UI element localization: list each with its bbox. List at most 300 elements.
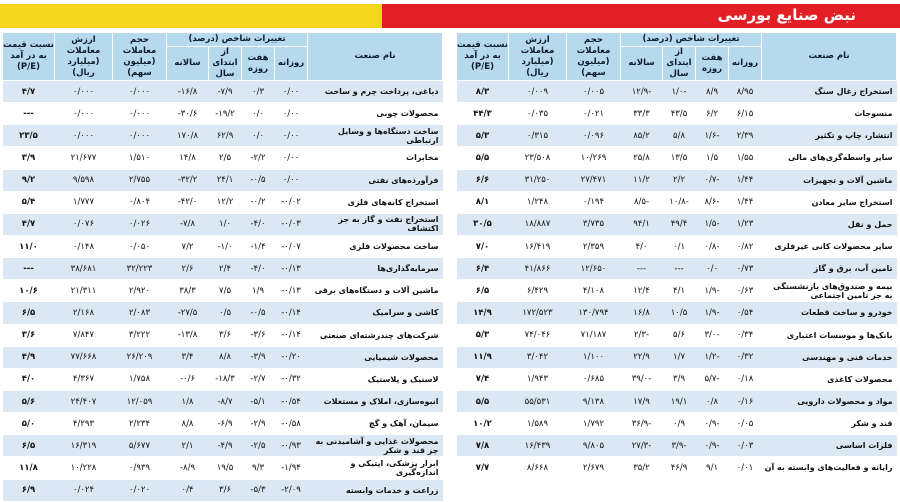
industry-cell: محصولات غذایی و آشامیدنی به جز قند و شکر <box>308 435 443 457</box>
value-cell: ۰/۰۰۹ <box>509 81 567 103</box>
value-cell: ۰/۰۷۶ <box>55 213 113 235</box>
daily-cell: ۱/۴۴ <box>729 169 762 191</box>
annual-cell: ۱۲/۴ <box>621 280 663 302</box>
industry-cell: سایر واسطه‌گری‌های مالی <box>762 147 897 169</box>
industry-cell: محصولات کاغذی <box>762 368 897 390</box>
table-row <box>457 457 897 479</box>
daily-cell: ۰/۰۰ <box>275 103 308 125</box>
weekly-cell: ۲/۲- <box>242 147 275 169</box>
volume-cell: ۲/۳۵۹ <box>567 235 621 257</box>
table-row <box>3 324 443 346</box>
weekly-cell: -۸/۶ <box>696 191 729 213</box>
ytd-cell: ۸/۸ <box>209 346 242 368</box>
pe-cell: ۵/۳ <box>457 125 509 147</box>
volume-cell: ۱۳۰/۷۹۴ <box>567 302 621 324</box>
weekly-cell: ۰/۸ <box>696 390 729 412</box>
table-row <box>3 191 443 213</box>
weekly-cell: ۹/۳ <box>242 457 275 479</box>
pe-cell: ۶/۵ <box>457 280 509 302</box>
pe-cell: ۵/۵ <box>457 390 509 412</box>
weekly-cell: ۹/۱ <box>696 457 729 479</box>
daily-cell: ۰/۳۲- <box>275 368 308 390</box>
daily-cell: ۰/۱۶ <box>729 390 762 412</box>
pe-cell: ۴/۷ <box>3 213 55 235</box>
pe-cell: ۳/۶ <box>3 324 55 346</box>
pe-cell: ۷/۷ <box>457 457 509 479</box>
pe-cell: ۱۱/۰ <box>3 235 55 257</box>
industry-cell: ماشین آلات و تجهیزات <box>762 169 897 191</box>
page-title: نبض صنایع بورسی <box>717 6 856 24</box>
weekly-cell: -۳/۰ <box>696 324 729 346</box>
industries-table-left <box>2 32 443 502</box>
weekly-cell: ۱/۵ <box>696 147 729 169</box>
table-body-left <box>3 81 443 502</box>
volume-cell: ۰/۰۲۱ <box>567 103 621 125</box>
title-bar <box>382 4 900 28</box>
weekly-cell: ۱/۴- <box>242 235 275 257</box>
industry-cell: ماشین آلات و دستگاه‌های برقی <box>308 280 443 302</box>
annual-cell: ۲۵/۸ <box>621 147 663 169</box>
daily-cell: ۰/۰۱ <box>729 457 762 479</box>
annual-cell: -۳۶/۹ <box>621 413 663 435</box>
annual-cell: ۱۶/۸ <box>621 302 663 324</box>
table-row <box>3 457 443 479</box>
header-index-change: تغییرات شاخص (درصد) <box>621 33 762 47</box>
value-cell: ۳۱/۲۵۰ <box>509 169 567 191</box>
ytd-cell: -۳/۹ <box>663 435 696 457</box>
ytd-cell: ۱/۰- <box>209 235 242 257</box>
industry-cell: ابزار پزشکی، اپتیکی و اندازه‌گیری <box>308 457 443 479</box>
volume-cell: ۲/۹۲۰ <box>113 280 167 302</box>
header-index-change: تغییرات شاخص (درصد) <box>167 33 308 47</box>
header-daily: روزانه <box>729 47 762 81</box>
annual-cell: -۲۷/۳ <box>621 435 663 457</box>
table-row <box>457 235 897 257</box>
daily-cell: ۰/۰۳- <box>275 213 308 235</box>
volume-cell: ۹/۸۰۵ <box>567 435 621 457</box>
daily-cell: ۰/۲۰- <box>275 346 308 368</box>
pe-cell: ۶/۴ <box>457 258 509 280</box>
value-cell: ۸/۶۶۸ <box>509 457 567 479</box>
table-row <box>3 435 443 457</box>
weekly-cell: ۵/۱- <box>242 390 275 412</box>
pe-cell: ۴۴/۳ <box>457 103 509 125</box>
industry-cell: فرآورده‌های نفتی <box>308 169 443 191</box>
value-cell: ۲۱/۳۱۱ <box>55 280 113 302</box>
pe-cell: ۳/۹ <box>3 147 55 169</box>
daily-cell: ۰/۰۰ <box>275 125 308 147</box>
value-cell: ۴/۳۶۷ <box>55 368 113 390</box>
table-row <box>457 302 897 324</box>
daily-cell: ۱/۹۴- <box>275 457 308 479</box>
industries-table-right <box>456 32 897 480</box>
value-cell: ۲/۱۶۸ <box>55 302 113 324</box>
pe-cell: ۹/۲ <box>3 169 55 191</box>
ytd-cell: ۶/۹- <box>209 413 242 435</box>
weekly-cell: ۴/۰- <box>242 258 275 280</box>
pe-cell: ۵/۳ <box>457 324 509 346</box>
industry-cell: سایر محصولات کانی غیرفلزی <box>762 235 897 257</box>
pe-cell: ۶/۵ <box>3 435 55 457</box>
annual-cell: ۳۰/۶- <box>167 103 209 125</box>
daily-cell: ۰/۸۲ <box>729 235 762 257</box>
pe-cell: ۲۳/۵ <box>3 125 55 147</box>
weekly-cell: -۰/۹ <box>696 413 729 435</box>
annual-cell: ۱۷۰/۸ <box>167 125 209 147</box>
weekly-cell: ۰/۵- <box>242 302 275 324</box>
header-ytd: از ابتدای سال <box>663 47 696 81</box>
daily-cell: ۰/۱۴- <box>275 324 308 346</box>
header-pe: نسبت قیمت به در آمد (P/E) <box>3 33 55 81</box>
table-row <box>3 235 443 257</box>
ytd-cell: ۱۳/۵ <box>663 147 696 169</box>
table-row <box>457 147 897 169</box>
industry-cell: خدمات فنی و مهندسی <box>762 346 897 368</box>
pe-cell: ۸/۳ <box>457 81 509 103</box>
value-cell: ۴۱/۸۶۶ <box>509 258 567 280</box>
table-row <box>457 368 897 390</box>
pe-cell: ۱۴/۹ <box>457 302 509 324</box>
table-row <box>3 81 443 103</box>
volume-cell: ۰/۰۵۰ <box>113 235 167 257</box>
ytd-cell: ۵/۶ <box>663 324 696 346</box>
value-cell: ۷۴/۰۴۶ <box>509 324 567 346</box>
value-cell: ۱۰/۲۲۸ <box>55 457 113 479</box>
daily-cell: ۰/۰۷- <box>275 235 308 257</box>
weekly-cell: ۰/۰ <box>242 103 275 125</box>
table-row <box>3 302 443 324</box>
pe-cell: ۱۰/۶ <box>3 280 55 302</box>
daily-cell: ۲/۰۹- <box>275 479 308 501</box>
weekly-cell: ۰/۰ <box>242 125 275 147</box>
weekly-cell: ۵/۳- <box>242 479 275 501</box>
industry-cell: ساخت محصولات فلزی <box>308 235 443 257</box>
annual-cell: ۷/۸- <box>167 213 209 235</box>
pe-cell: ۵/۰ <box>3 413 55 435</box>
weekly-cell: -۱/۶ <box>696 125 729 147</box>
value-cell: ۱۶/۴۱۹ <box>509 235 567 257</box>
annual-cell: -۸/۵ <box>621 191 663 213</box>
volume-cell: ۰/۰۰۰ <box>113 81 167 103</box>
daily-cell: ۰/۹۳- <box>275 435 308 457</box>
table-row <box>3 147 443 169</box>
value-cell: ۰/۰۰۰ <box>55 125 113 147</box>
table-row <box>3 368 443 390</box>
pe-cell: ۱۱/۹ <box>457 346 509 368</box>
volume-cell: ۰/۹۳۹ <box>113 457 167 479</box>
industry-cell: شرکت‌های چندرشته‌ای صنعتی <box>308 324 443 346</box>
volume-cell: ۲/۶۷۹ <box>567 457 621 479</box>
table-body-right <box>457 81 897 480</box>
volume-cell: ۱۲/۰۵۹ <box>113 390 167 412</box>
volume-cell: ۰/۰۰۰ <box>113 103 167 125</box>
title-accent-stripe <box>0 4 382 28</box>
table-row <box>457 390 897 412</box>
weekly-cell: ۳/۹- <box>242 346 275 368</box>
daily-cell: ۰/۵۴ <box>729 302 762 324</box>
pe-cell: --- <box>3 103 55 125</box>
volume-cell: ۰/۰۰۰ <box>113 125 167 147</box>
pe-cell: ۵/۶ <box>3 390 55 412</box>
value-cell: ۰/۰۰۰ <box>55 103 113 125</box>
annual-cell: ۳۳/۳ <box>621 103 663 125</box>
annual-cell: ۹۴/۱ <box>621 213 663 235</box>
header-industry: نام صنعت <box>308 33 443 81</box>
industry-cell: خودرو و ساخت قطعات <box>762 302 897 324</box>
daily-cell: ۰/۰۳ <box>729 435 762 457</box>
daily-cell: ۰/۰۰ <box>275 81 308 103</box>
header-volume: حجم معاملات (میلیون سهم) <box>567 33 621 81</box>
value-cell: ۰/۰۲۴ <box>55 479 113 501</box>
volume-cell: ۲/۰۸۳ <box>113 302 167 324</box>
ytd-cell: ۰/۱ <box>663 235 696 257</box>
ytd-cell: -۱۰/۸ <box>663 191 696 213</box>
industry-cell: بانک‌ها و موسسات اعتباری <box>762 324 897 346</box>
volume-cell: ۰/۶۸۵ <box>567 368 621 390</box>
industry-cell: بیمه و صندوق‌های بازنشستگی به جز تامین اجتماعی <box>762 280 897 302</box>
volume-cell: ۱۰/۲۶۹ <box>567 147 621 169</box>
value-cell: ۰/۱۴۸ <box>55 235 113 257</box>
ytd-cell: ۴/۹- <box>209 435 242 457</box>
daily-cell: ۸/۹۵ <box>729 81 762 103</box>
table-row <box>457 413 897 435</box>
ytd-cell: ۰/۹ <box>663 413 696 435</box>
ytd-cell: ۱۹/۵ <box>209 457 242 479</box>
header-pe: نسبت قیمت به در آمد (P/E) <box>457 33 509 81</box>
pe-cell: ۵/۵ <box>457 147 509 169</box>
ytd-cell: ۳/۶ <box>209 479 242 501</box>
weekly-cell: ۰/۳ <box>242 81 275 103</box>
daily-cell: ۱/۲۳ <box>729 213 762 235</box>
value-cell: ۰/۰۳۵ <box>509 103 567 125</box>
ytd-cell: ۴۶/۹ <box>663 457 696 479</box>
weekly-cell: -۱/۹ <box>696 302 729 324</box>
weekly-cell: ۸/۹ <box>696 81 729 103</box>
industry-cell: قند و شکر <box>762 413 897 435</box>
pe-cell: ۴/۷ <box>3 81 55 103</box>
value-cell: ۲۳/۵۰۸ <box>509 147 567 169</box>
daily-cell: ۰/۳۲ <box>729 346 762 368</box>
volume-cell: ۱/۷۵۸ <box>113 368 167 390</box>
ytd-cell: ۱۰/۵ <box>663 302 696 324</box>
pe-cell: ۷/۸ <box>457 435 509 457</box>
annual-cell: ۸۵/۲ <box>621 125 663 147</box>
annual-cell: -۳۹/۰ <box>621 368 663 390</box>
value-cell: ۶/۴۲۹ <box>509 280 567 302</box>
annual-cell: ۷/۲ <box>167 235 209 257</box>
annual-cell: ۴۲/۰- <box>167 191 209 213</box>
volume-cell: ۰/۰۲۰ <box>113 479 167 501</box>
value-cell: ۲۴/۴۰۷ <box>55 390 113 412</box>
table-row <box>3 346 443 368</box>
daily-cell: ۰/۱۳- <box>275 258 308 280</box>
ytd-cell: ۱۸/۳- <box>209 368 242 390</box>
daily-cell: ۰/۶۳ <box>729 280 762 302</box>
table-row <box>3 103 443 125</box>
annual-cell: ۰/۶- <box>167 368 209 390</box>
weekly-cell: ۱/۹ <box>242 280 275 302</box>
ytd-cell: ۳/۹ <box>663 368 696 390</box>
daily-cell: ۱/۴۴ <box>729 191 762 213</box>
weekly-cell: ۳/۶- <box>242 324 275 346</box>
table-row <box>3 213 443 235</box>
table-row <box>3 258 443 280</box>
volume-cell: ۱۲/۶۵۰ <box>567 258 621 280</box>
annual-cell: ۱۷/۹ <box>621 390 663 412</box>
daily-cell: ۰/۰۵ <box>729 413 762 435</box>
daily-cell: ۶/۱۵ <box>729 103 762 125</box>
volume-cell: ۰/۸۰۴ <box>113 191 167 213</box>
ytd-cell: ۱/۷ <box>663 346 696 368</box>
annual-cell: ۰/۴ <box>167 479 209 501</box>
value-cell: ۹/۵۹۸ <box>55 169 113 191</box>
volume-cell: ۰/۱۹۴ <box>567 191 621 213</box>
industry-cell: حمل و نقل <box>762 213 897 235</box>
annual-cell: --- <box>621 258 663 280</box>
header-industry: نام صنعت <box>762 33 897 81</box>
annual-cell: ۳۸/۳ <box>167 280 209 302</box>
annual-cell: ۸/۹- <box>167 457 209 479</box>
ytd-cell: ۴/۱ <box>663 280 696 302</box>
daily-cell: ۰/۷۳ <box>729 258 762 280</box>
value-cell: ۵۵/۵۳۱ <box>509 390 567 412</box>
value-cell: ۱/۵۸۹ <box>509 413 567 435</box>
value-cell: ۰/۳۱۵ <box>509 125 567 147</box>
annual-cell: ۳۲/۲- <box>167 169 209 191</box>
volume-cell: ۰/۰۹۶ <box>567 125 621 147</box>
annual-cell: ۴/۰ <box>621 235 663 257</box>
industry-cell: زراعت و خدمات وابسته <box>308 479 443 501</box>
industry-cell: استخراج سایر معادن <box>762 191 897 213</box>
pe-cell: ۷/۰ <box>457 235 509 257</box>
daily-cell: ۰/۱۸ <box>729 368 762 390</box>
header-daily: روزانه <box>275 47 308 81</box>
volume-cell: ۷۱/۱۸۷ <box>567 324 621 346</box>
pe-cell: ۷/۴ <box>457 368 509 390</box>
volume-cell: ۲۶/۲۰۹ <box>113 346 167 368</box>
volume-cell: ۱/۱۰۰ <box>567 346 621 368</box>
value-cell: ۱۶/۴۳۹ <box>509 435 567 457</box>
annual-cell: ۲۷/۵- <box>167 302 209 324</box>
value-cell: ۱۷۲/۵۲۳ <box>509 302 567 324</box>
industry-cell: مواد و محصولات دارویی <box>762 390 897 412</box>
weekly-cell: -۱/۹ <box>696 280 729 302</box>
industry-cell: استخراج زغال سنگ <box>762 81 897 103</box>
daily-cell: ۱/۵۵ <box>729 147 762 169</box>
header-ytd: از ابتدای سال <box>209 47 242 81</box>
volume-cell: ۲۷/۴۷۱ <box>567 169 621 191</box>
table-row <box>457 191 897 213</box>
volume-cell: ۰/۰۲۶ <box>113 213 167 235</box>
industry-cell: رایانه و فعالیت‌های وابسته به آن <box>762 457 897 479</box>
table-row <box>3 413 443 435</box>
industry-cell: محصولات چوبی <box>308 103 443 125</box>
annual-cell: -۲/۳ <box>621 324 663 346</box>
weekly-cell: ۰/۲- <box>242 191 275 213</box>
industry-cell: منسوجات <box>762 103 897 125</box>
header-weekly: هفت روزه <box>242 47 275 81</box>
table-row <box>457 435 897 457</box>
annual-cell: ۱۴/۸ <box>167 147 209 169</box>
pe-cell: ۱۰/۲ <box>457 413 509 435</box>
weekly-cell: ۴/۰- <box>242 213 275 235</box>
ytd-cell: ۰/۵ <box>209 302 242 324</box>
ytd-cell: ۱۹/۱ <box>663 390 696 412</box>
table-row <box>457 324 897 346</box>
pe-cell: ۶/۹ <box>3 479 55 501</box>
annual-cell: ۱۱/۲ <box>621 169 663 191</box>
pe-cell: ۵/۴ <box>3 191 55 213</box>
industry-cell: ساخت دستگاه‌ها و وسایل ارتباطی <box>308 125 443 147</box>
ytd-cell: ۷/۹- <box>209 81 242 103</box>
annual-cell: ۳۵/۲ <box>621 457 663 479</box>
ytd-cell: ۲۴/۱ <box>209 169 242 191</box>
daily-cell: ۰/۰۰ <box>275 169 308 191</box>
industry-cell: فلزات اساسی <box>762 435 897 457</box>
volume-cell: ۲/۲۳۴ <box>113 413 167 435</box>
value-cell: ۱/۲۴۸ <box>509 191 567 213</box>
volume-cell: ۹/۱۳۸ <box>567 390 621 412</box>
value-cell: ۱۶/۳۱۹ <box>55 435 113 457</box>
ytd-cell: ۱۲/۲ <box>209 191 242 213</box>
weekly-cell: -۱/۲ <box>696 346 729 368</box>
daily-cell: ۰/۱۴- <box>275 302 308 324</box>
table-row <box>457 346 897 368</box>
table-row <box>3 169 443 191</box>
volume-cell: ۰/۰۰۵ <box>567 81 621 103</box>
pe-cell: ۱۱/۸ <box>3 457 55 479</box>
pe-cell: ۸/۱ <box>457 191 509 213</box>
daily-cell: ۰/۵۸- <box>275 413 308 435</box>
header-volume: حجم معاملات (میلیون سهم) <box>113 33 167 81</box>
annual-cell: ۲۲/۹ <box>621 346 663 368</box>
weekly-cell: ۶/۲ <box>696 103 729 125</box>
ytd-cell: ۳/۶ <box>209 324 242 346</box>
annual-cell: ۸/۸ <box>167 413 209 435</box>
pe-cell: ۶/۶ <box>457 169 509 191</box>
volume-cell: ۳/۲۲۲ <box>113 324 167 346</box>
header-value: ارزش معاملات (میلیارد ریال) <box>55 33 113 81</box>
weekly-cell: ۰/۵- <box>242 169 275 191</box>
industry-cell: دباغی، پرداخت چرم و ساخت <box>308 81 443 103</box>
weekly-cell: ۲/۵- <box>242 435 275 457</box>
volume-cell: ۳۲/۲۲۳ <box>113 258 167 280</box>
table-row <box>457 169 897 191</box>
pe-cell: ۶/۵ <box>3 302 55 324</box>
table-row <box>457 103 897 125</box>
industry-cell: تامین آب، برق و گاز <box>762 258 897 280</box>
ytd-cell: ۴۳/۵ <box>663 103 696 125</box>
ytd-cell: ۱/۰ <box>209 213 242 235</box>
annual-cell: ۱۳/۸- <box>167 324 209 346</box>
header-annual: سالانه <box>167 47 209 81</box>
daily-cell: ۰/۱۳- <box>275 280 308 302</box>
volume-cell: ۲/۷۵۵ <box>113 169 167 191</box>
table-row <box>3 125 443 147</box>
industry-cell: استخراج نفت و گاز به جز اکتشاف <box>308 213 443 235</box>
volume-cell: ۱/۵۱۰ <box>113 147 167 169</box>
table-row <box>3 390 443 412</box>
annual-cell: ۲/۶ <box>167 258 209 280</box>
ytd-cell: ۴۹/۴ <box>663 213 696 235</box>
industry-cell: سرمایه‌گذاری‌ها <box>308 258 443 280</box>
value-cell: ۱۸/۸۸۷ <box>509 213 567 235</box>
table-row <box>457 81 897 103</box>
pe-cell: ۴/۹ <box>3 346 55 368</box>
value-cell: ۳۸/۶۸۱ <box>55 258 113 280</box>
ytd-cell: ۲/۴ <box>209 258 242 280</box>
ytd-cell: ۶۲/۹ <box>209 125 242 147</box>
